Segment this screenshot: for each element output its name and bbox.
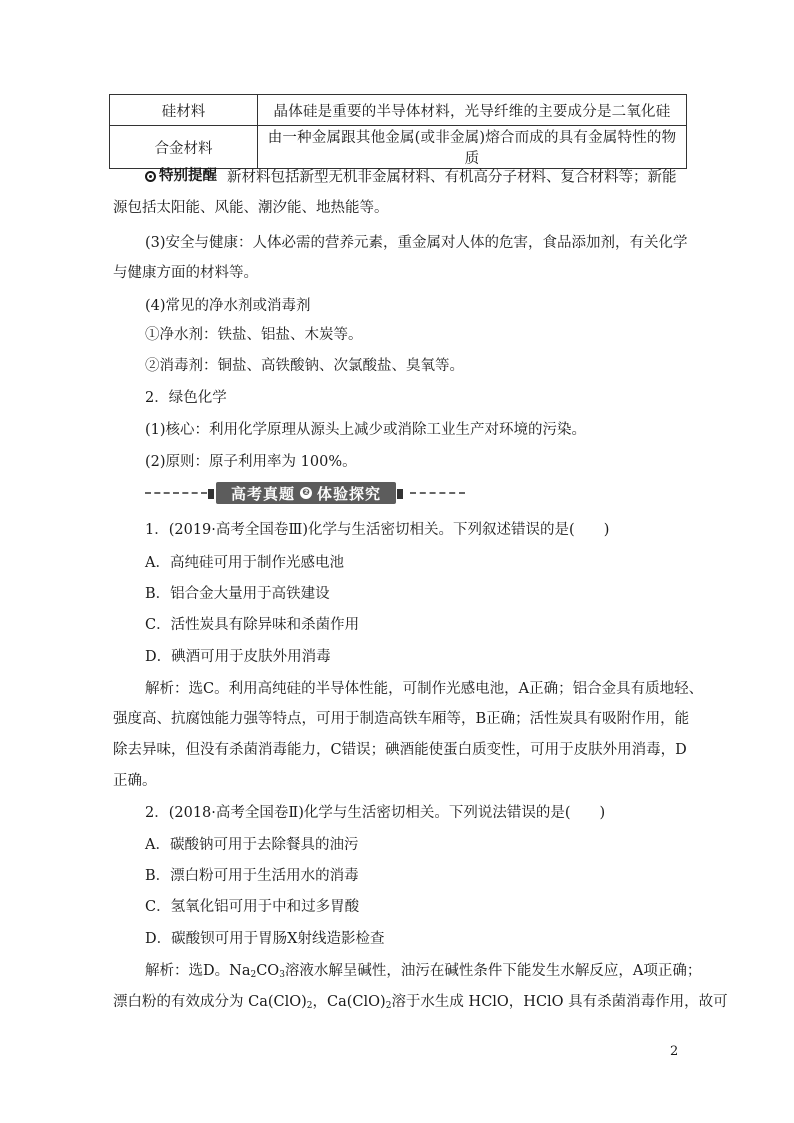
green-chemistry-core: (1)核心：利用化学原理从源头上减少或消除工业生产对环境的污染。 bbox=[145, 422, 587, 438]
number-2-icon: ❷ bbox=[300, 487, 312, 499]
question-1-analysis-line: 强度高、抗腐蚀能力强等特点，可用于制造高铁车厢等，B正确；活性炭具有吸附作用，能 bbox=[113, 711, 690, 727]
question-1-analysis-line: 解析：选C。利用高纯硅的半导体性能，可制作光感电池，A正确；铝合金具有质地轻、 bbox=[145, 681, 704, 697]
question-1-analysis-line: 正确。 bbox=[113, 773, 157, 789]
analysis-text: CO bbox=[256, 963, 280, 979]
analysis-text: ，Ca(ClO) bbox=[312, 994, 386, 1010]
water-purifier-item: ①净水剂：铁盐、铝盐、木炭等。 bbox=[145, 327, 363, 343]
tip-line-2: 源包括太阳能、风能、潮汐能、地热能等。 bbox=[113, 200, 389, 216]
subscript: 3 bbox=[279, 970, 285, 980]
question-1-stem: 1．(2019·高考全国卷Ⅲ)化学与生活密切相关。下列叙述错误的是( ) bbox=[145, 522, 610, 538]
table-cell-desc: 由一种金属跟其他金属(或非金属)熔合而成的具有金属特性的物质 bbox=[258, 126, 687, 169]
question-1-option-b: B．铝合金大量用于高铁建设 bbox=[145, 586, 330, 602]
question-1-option-a: A．高纯硅可用于制作光感电池 bbox=[145, 555, 344, 571]
question-2-option-c: C．氢氧化铝可用于中和过多胃酸 bbox=[145, 899, 360, 915]
question-2-analysis-line bbox=[145, 961, 701, 985]
question-2-stem: 2．(2018·高考全国卷Ⅱ)化学与生活密切相关。下列说法错误的是( ) bbox=[145, 805, 606, 821]
page-number: 2 bbox=[670, 1044, 679, 1059]
banner-right-text: 体验探究 bbox=[317, 484, 382, 503]
green-chemistry-principle: (2)原则：原子利用率为 100%。 bbox=[145, 454, 357, 470]
question-2-option-a: A．碳酸钠可用于去除餐具的油污 bbox=[145, 837, 359, 853]
table-cell-desc: 晶体硅是重要的半导体材料，光导纤维的主要成分是二氧化硅 bbox=[258, 95, 687, 126]
question-2-option-b: B．漂白粉可用于生活用水的消毒 bbox=[145, 868, 359, 884]
table-cell-name: 硅材料 bbox=[110, 95, 258, 126]
banner-box bbox=[216, 482, 396, 504]
banner-divider bbox=[145, 492, 207, 494]
question-2-option-d: D．碳酸钡可用于胃肠X射线造影检查 bbox=[145, 931, 385, 947]
question-2-analysis-line bbox=[113, 992, 728, 1016]
table-cell-name: 合金材料 bbox=[110, 126, 258, 169]
banner-divider bbox=[410, 492, 465, 494]
paragraph-3-line-1: (3)安全与健康：人体必需的营养元素，重金属对人体的危害，食品添加剂，有关化学 bbox=[145, 235, 688, 251]
disinfectant-item: ②消毒剂：铜盐、高铁酸钠、次氯酸盐、臭氧等。 bbox=[145, 358, 464, 374]
section-banner bbox=[145, 480, 465, 506]
banner-bracket bbox=[208, 489, 214, 499]
green-chemistry-title: 2．绿色化学 bbox=[145, 390, 227, 406]
banner-left-text: 高考真题 bbox=[230, 484, 295, 503]
question-1-option-c: C．活性炭具有除异味和杀菌作用 bbox=[145, 617, 360, 633]
paragraph-4-title: (4)常见的净水剂或消毒剂 bbox=[145, 298, 311, 314]
tip-label bbox=[145, 166, 217, 186]
tip-icon bbox=[145, 171, 156, 182]
analysis-text: 溶液水解呈碱性，油污在碱性条件下能发生水解反应，A项正确； bbox=[284, 963, 702, 979]
question-1-option-d: D．碘酒可用于皮肤外用消毒 bbox=[145, 649, 331, 665]
subscript: 2 bbox=[250, 970, 257, 980]
tip-line-1 bbox=[145, 166, 677, 188]
tip-label-text: 特别提醒 bbox=[159, 168, 217, 184]
banner-bracket bbox=[397, 489, 403, 499]
table-row bbox=[110, 95, 687, 126]
materials-table bbox=[109, 94, 687, 169]
table-row bbox=[110, 126, 687, 169]
tip-text: 新材料包括新型无机非金属材料、有机高分子材料、复合材料等；新能 bbox=[227, 169, 677, 186]
analysis-text: 溶于水生成 HClO，HClO 具有杀菌消毒作用，故可 bbox=[391, 994, 728, 1010]
question-1-analysis-line: 除去异味，但没有杀菌消毒能力，C错误；碘酒能使蛋白质变性，可用于皮肤外用消毒，D bbox=[113, 742, 687, 758]
subscript: 2 bbox=[385, 1001, 392, 1011]
analysis-text: 解析：选D。Na bbox=[145, 963, 251, 979]
paragraph-3-line-2: 与健康方面的材料等。 bbox=[113, 265, 258, 281]
subscript: 2 bbox=[306, 1001, 313, 1011]
analysis-text: 漂白粉的有效成分为 Ca(ClO) bbox=[113, 994, 307, 1010]
